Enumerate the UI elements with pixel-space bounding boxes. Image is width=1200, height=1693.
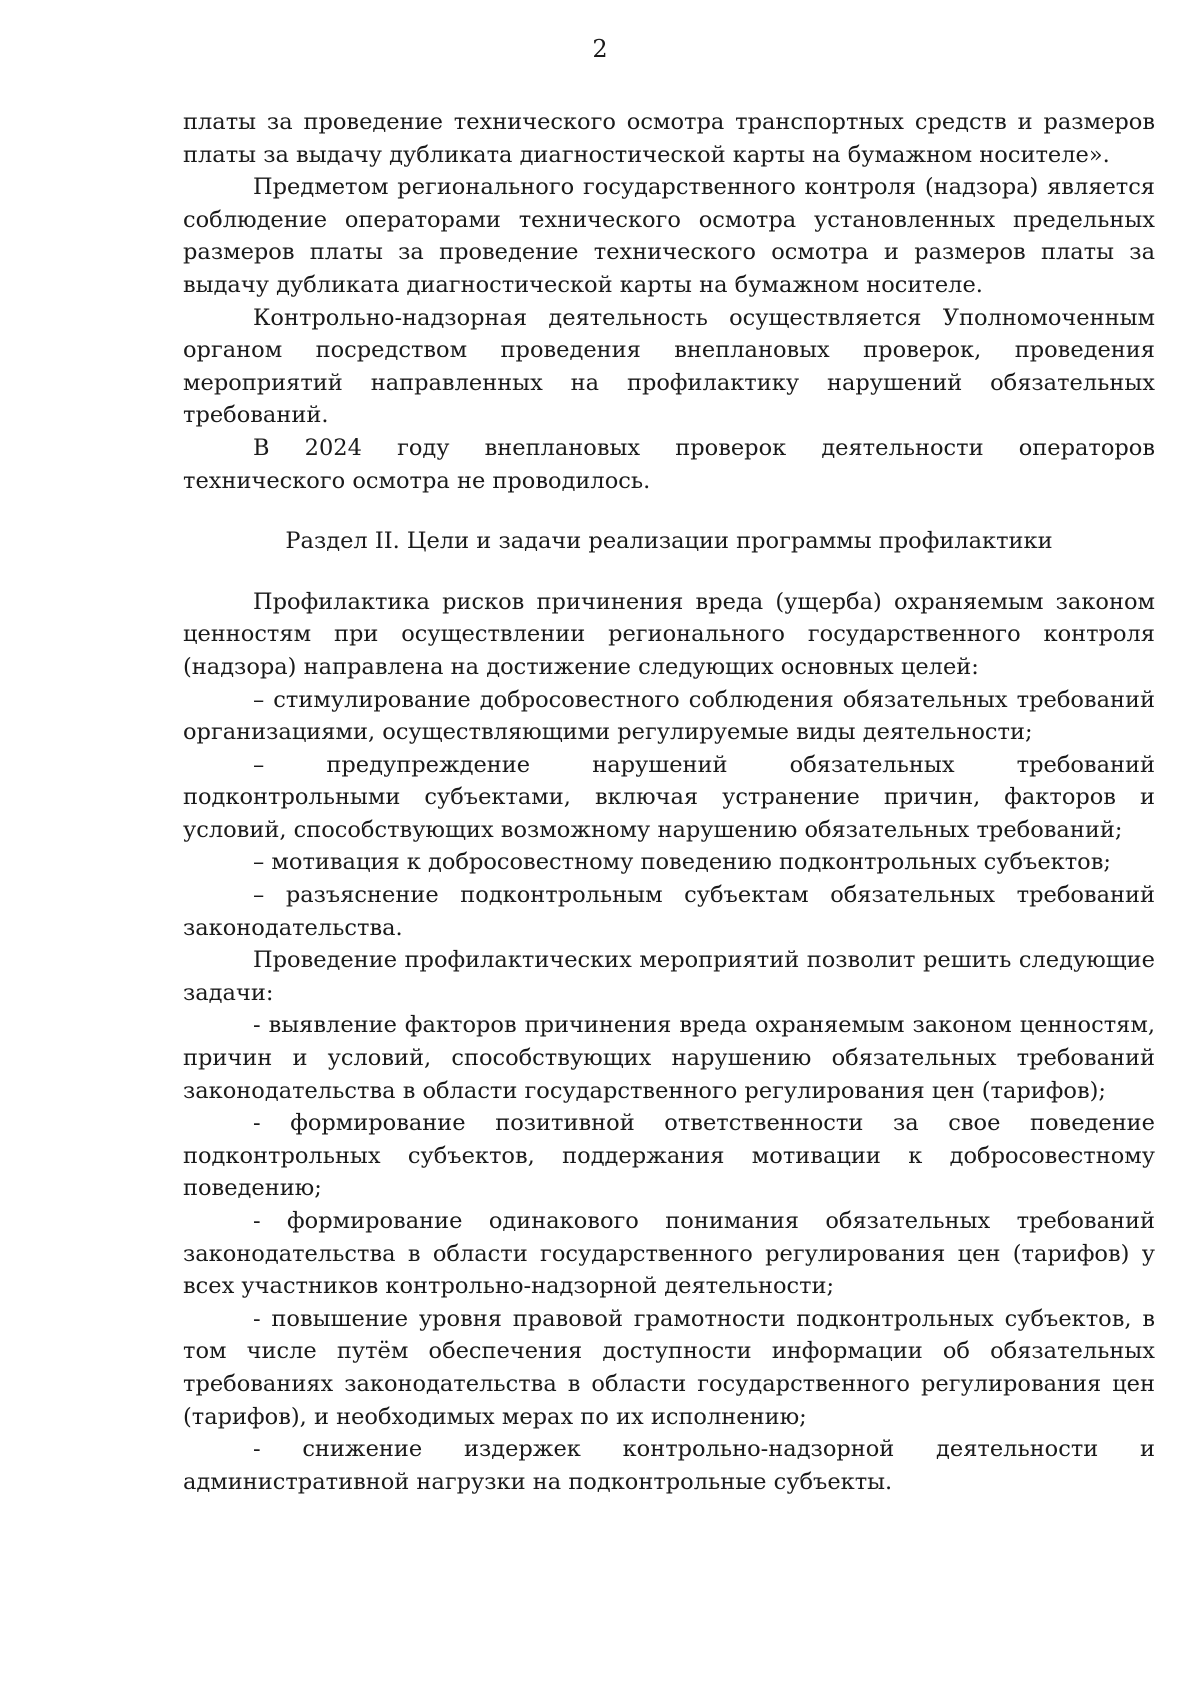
page-number: 2 (592, 35, 608, 63)
paragraph-tasks-intro: Проведение профилактических мероприятий позволит решить следующие задачи: (183, 947, 1155, 1006)
task-list-item: - повышение уровня правовой грамотности подконтрольных субъектов, в том числе путём обеспечения доступности информации об обязательных требованиях законодательства в области государственного регулирования цен (тарифов), и необходимых мерах по их исполнению; (183, 1305, 1155, 1430)
goal-list-item: – разъяснение подконтрольным субъектам обязательных требований законодательства. (183, 882, 1155, 941)
paragraph-subject-of-control: Предметом регионального государственного контроля (надзора) является соблюдение операторами технического осмотра установленных предельных размеров платы за проведение технического осмотра и размеров платы за выдачу дубликата диагностической карты на бумажном носителе. (183, 174, 1155, 298)
document-body (183, 106, 1155, 1498)
goal-list-item: – стимулирование добросовестного соблюдения обязательных требований организациями, осуществляющими регулируемые виды деятельности; (183, 686, 1155, 746)
section-title: Раздел II. Цели и задачи реализации программы профилактики (285, 528, 1053, 555)
paragraph-inspections-2024: В 2024 году внеплановых проверок деятельности операторов технического осмотра не проводилось. (183, 434, 1155, 494)
paragraph-goals-intro: Профилактика рисков причинения вреда (ущерба) охраняемым законом ценностям при осуществлении регионального государственного контроля (надзора) направлена на достижение следующих основных целей: (183, 588, 1155, 680)
task-list-item: - снижение издержек контрольно-надзорной деятельности и административной нагрузки на подконтрольные субъекты. (183, 1436, 1155, 1495)
task-list-item: - формирование позитивной ответственности за свое поведение подконтрольных субъектов, поддержания мотивации к добросовестному поведению; (183, 1110, 1155, 1202)
goal-list-item: – мотивация к добросовестному поведению подконтрольных субъектов; (253, 849, 1111, 876)
paragraph-fee-continuation: платы за проведение технического осмотра транспортных средств и размеров платы за выдачу дубликата диагностической карты на бумажном носителе». (183, 109, 1155, 168)
goal-list-item: – предупреждение нарушений обязательных требований подконтрольными субъектами, включая устранение причин, факторов и условий, способствующих возможному нарушению обязательных требований; (183, 751, 1155, 843)
paragraph-control-activity: Контрольно-надзорная деятельность осуществляется Уполномоченным органом посредством проведения внеплановых проверок, проведения мероприятий направленных на профилактику нарушений обязательных требований. (183, 304, 1155, 429)
task-list-item: - формирование одинакового понимания обязательных требований законодательства в области государственного регулирования цен (тарифов) у всех участников контрольно-надзорной деятельности; (183, 1208, 1155, 1300)
task-list-item: - выявление факторов причинения вреда охраняемым законом ценностям, причин и условий, способствующих нарушению обязательных требований законодательства в области государственного регулирования цен (тарифов); (183, 1012, 1155, 1104)
